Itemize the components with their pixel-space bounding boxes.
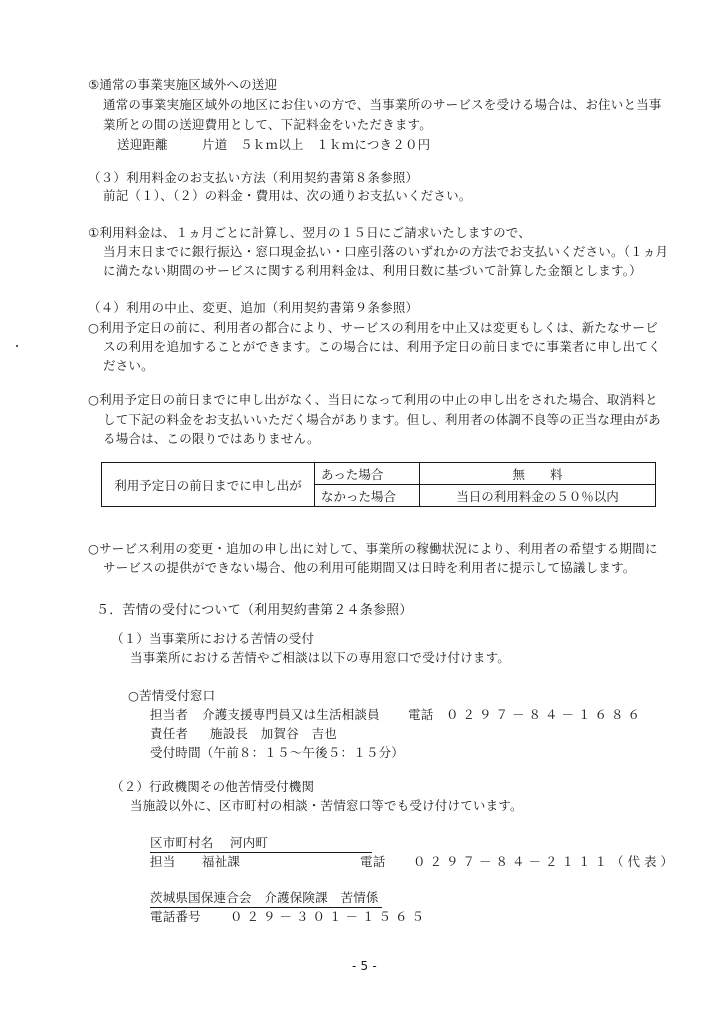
municipality-dept-label: 担当	[150, 854, 176, 869]
transport-distance-value: 片道 ５ｋｍ以上 １ｋｍにつき２０円	[202, 137, 431, 152]
municipality-underline	[150, 852, 372, 853]
scan-speck	[16, 345, 18, 347]
transport-distance-label: 送迎距離	[117, 137, 168, 152]
complaints-heading: ５．苦情の受付について（利用契約書第２４条参照）	[96, 603, 413, 618]
table-case-cell: あった場合	[315, 463, 420, 485]
cancellation-p2-line2: して下記の料金をお支払いいただく場合があります。但し、利用者の体調不良等の正当な理由があ	[103, 412, 661, 427]
complaints-manager-value: 施設長 加賀谷 吉也	[210, 726, 338, 741]
prefecture-phone-value: ０２９－３０１－１５６５	[230, 909, 429, 924]
cancellation-fee-table	[101, 462, 656, 507]
cancellation-p3-line1: ○サービス利用の変更・追加の申し出に対して、事業所の稼働状況により、利用者の希望する期間に	[88, 541, 658, 556]
complaints-sub1-heading: （１）当事業所における苦情の受付	[111, 631, 315, 646]
municipality-dept-value: 福祉課	[202, 854, 241, 869]
complaints-window-title: ○苦情受付窓口	[128, 688, 216, 703]
table-fee-cell: 無 料	[420, 463, 656, 485]
transport-text-line1: 通常の事業実施区域外の地区にお住いの方で、当事業所のサービスを受ける場合は、お住いと当事	[103, 97, 662, 112]
payment-item-line3: に満たない期間のサービスに関する利用料金は、利用日数に基づいて計算した金額とします。）	[103, 263, 642, 278]
prefecture-phone-label: 電話番号	[150, 909, 201, 924]
municipality-value: 河内町	[230, 835, 269, 850]
payment-item-line2: 当月末日までに銀行振込・窓口現金払い・口座引落のいずれかの方法でお支払いください。（１ヵ月	[103, 244, 669, 259]
complaints-phone-value: ０２９７－８４－１６８６	[446, 707, 645, 722]
table-fee-cell: 当日の利用料金の５０％以内	[420, 485, 656, 507]
complaints-manager-label: 責任者	[150, 726, 189, 741]
complaints-phone-label: 電話	[408, 707, 434, 722]
table-row	[102, 463, 656, 485]
cancellation-p2-line3: る場合は、この限りではありません。	[103, 431, 320, 446]
cancellation-p3-line2: サービスの提供ができない場合、他の利用可能期間又は日時を利用者に提示して協議します。	[103, 560, 636, 575]
cancellation-p2-line1: ○利用予定日の前日までに申し出がなく、当日になって利用の中止の申し出をされた場合、取消料と	[88, 392, 658, 407]
page-number: - 5 -	[352, 959, 377, 973]
table-case-cell: なかった場合	[315, 485, 420, 507]
municipality-phone-value: ０２９７－８４－２１１１（代表）	[413, 854, 678, 869]
cancellation-p1-line3: ださい。	[103, 358, 154, 373]
prefecture-underline	[150, 907, 382, 908]
municipality-label: 区市町村名	[150, 835, 214, 850]
payment-intro: 前記（１）、（２）の料金・費用は、次の通りお支払いください。	[103, 188, 472, 203]
complaints-sub1-text: 当事業所における苦情やご相談は以下の専用窓口で受け付けます。	[130, 650, 511, 665]
transport-text-line2: 業所との間の送迎費用として、下記料金をいただきます。	[103, 117, 432, 132]
transport-heading: ⑤通常の事業実施区域外への送迎	[88, 77, 278, 92]
municipality-phone-label: 電話	[360, 854, 386, 869]
payment-heading: （３）利用料金のお支払い方法（利用契約書第８条参照）	[88, 170, 419, 185]
cancellation-heading: （４）利用の中止、変更、追加（利用契約書第９条参照）	[88, 300, 419, 315]
complaints-contact-label: 担当者	[150, 707, 189, 722]
payment-item-line1: ①利用料金は、１ヵ月ごとに計算し、翌月の１５日にご請求いたしますので、	[88, 225, 531, 240]
cancellation-p1-line1: ○利用予定日の前に、利用者の都合により、サービスの利用を中止又は変更もしくは、新たなサービ	[88, 320, 658, 335]
prefecture-org: 茨城県国保連合会 介護保険課 苦情係	[150, 890, 379, 905]
complaints-hours: 受付時間（午前８：１５～午後５：１５分）	[150, 745, 405, 760]
complaints-sub2-heading: （２）行政機関その他苦情受付機関	[111, 779, 315, 794]
complaints-contact-value: 介護支援専門員又は生活相談員	[202, 707, 380, 722]
cancellation-p1-line2: スの利用を追加することができます。この場合には、利用予定日の前日までに事業者に申し出てく	[103, 339, 661, 354]
table-condition-cell: 利用予定日の前日までに申し出が	[102, 463, 315, 507]
complaints-sub2-text: 当施設以外に、区市町村の相談・苦情窓口等でも受け付けています。	[130, 798, 523, 813]
